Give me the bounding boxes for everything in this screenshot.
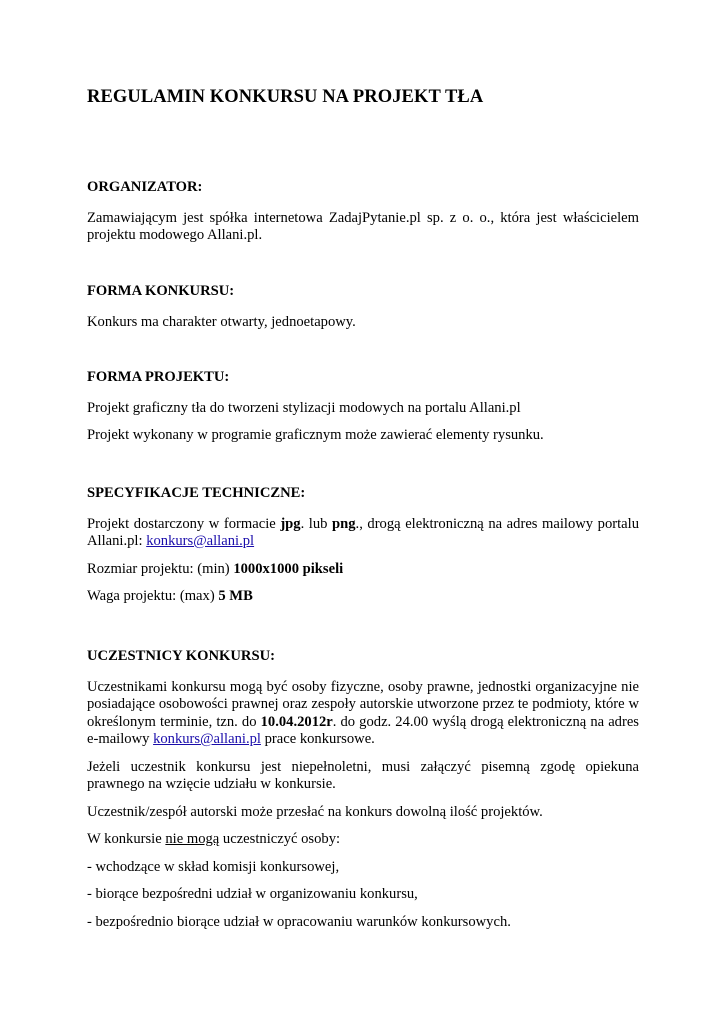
section-project-form xyxy=(87,369,639,445)
participants-text-3: Uczestnik/zespół autorski może przesłać na konkurs dowolną ilość projektów. xyxy=(87,803,543,820)
section-tech-specs xyxy=(87,485,639,606)
organizer-text: Zamawiającym jest spółka internetowa ZadajPytanie.pl sp. z o. o., która jest właścicielem projektu modowego Allani.pl. xyxy=(87,209,639,243)
format-png: png xyxy=(332,515,356,532)
section-heading-organizer: ORGANIZATOR: xyxy=(87,179,203,195)
tech-format-mid: . lub xyxy=(300,515,333,532)
format-jpg: jpg xyxy=(280,515,301,532)
exclusion-item: - biorące bezpośredni udział w organizowaniu konkursu, xyxy=(87,886,418,902)
participants-text-1-mid: . do godz. 24.00 wyślą drogą elektroniczną na adres e-mailowy xyxy=(87,713,639,747)
email-link[interactable]: konkurs@allani.pl xyxy=(153,731,261,747)
tech-size-text xyxy=(87,561,639,579)
participants-text-2: Jeżeli uczestnik konkursu jest niepełnoletni, musi załączyć pisemną zgodę opiekuna prawnego na wzięcie udziału w konkursie. xyxy=(87,758,639,792)
participants-text-4 xyxy=(87,831,639,849)
tech-format-tail: ., drogą elektroniczną na adres mailowy portalu Allani.pl: xyxy=(87,515,640,549)
tech-weight-label: Waga projektu: (max) xyxy=(87,588,219,604)
tech-format-lead: Projekt dostarczony w formacie xyxy=(87,515,281,532)
section-participants xyxy=(87,648,639,931)
exclusion-item: - bezpośrednio biorące udział w opracowaniu warunków konkursowych. xyxy=(87,913,511,930)
project-form-text-2: Projekt wykonany w programie graficznym może zawierać elementy rysunku. xyxy=(87,427,544,443)
deadline-date: 10.04.2012r xyxy=(260,713,333,730)
section-heading-project-form: FORMA PROJEKTU: xyxy=(87,369,230,385)
document-title: REGULAMIN KONKURSU NA PROJEKT TŁA xyxy=(87,87,484,107)
tech-size-value: 1000x1000 pikseli xyxy=(233,560,344,577)
section-heading-tech-specs: SPECYFIKACJE TECHNICZNE: xyxy=(87,485,306,501)
participants-text-1 xyxy=(87,679,639,749)
contest-form-text: Konkurs ma charakter otwarty, jednoetapowy. xyxy=(87,313,356,330)
participants-text-4-lead: W konkursie xyxy=(87,831,166,847)
participants-text-1-tail: prace konkursowe. xyxy=(260,731,375,747)
section-heading-contest-form: FORMA KONKURSU: xyxy=(87,283,235,299)
section-heading-participants: UCZESTNICY KONKURSU: xyxy=(87,648,275,664)
exclusion-item: - wchodzące w skład komisji konkursowej, xyxy=(87,858,340,875)
tech-weight-text xyxy=(87,588,639,606)
email-link[interactable]: konkurs@allani.pl xyxy=(146,533,255,549)
participants-text-4-tail: uczestniczyć osoby: xyxy=(219,831,341,847)
participants-text-1-lead: Uczestnikami konkursu mogą być osoby fizyczne, osoby prawne, jednostki organizacyjne nie posiadające osobowości prawnej oraz zespoły autorskie utworzone przez te podmioty, które w określonym terminie, tzn. do xyxy=(87,678,639,730)
tech-size-label: Rozmiar projektu: (min) xyxy=(87,560,234,577)
tech-format-text xyxy=(87,516,639,551)
tech-weight-value: 5 MB xyxy=(218,588,253,604)
underlined-phrase: nie mogą xyxy=(165,831,220,847)
project-form-text-1: Projekt graficzny tła do tworzeni stylizacji modowych na portalu Allani.pl xyxy=(87,399,521,416)
section-contest-form xyxy=(87,283,639,331)
section-organizer xyxy=(87,179,639,245)
